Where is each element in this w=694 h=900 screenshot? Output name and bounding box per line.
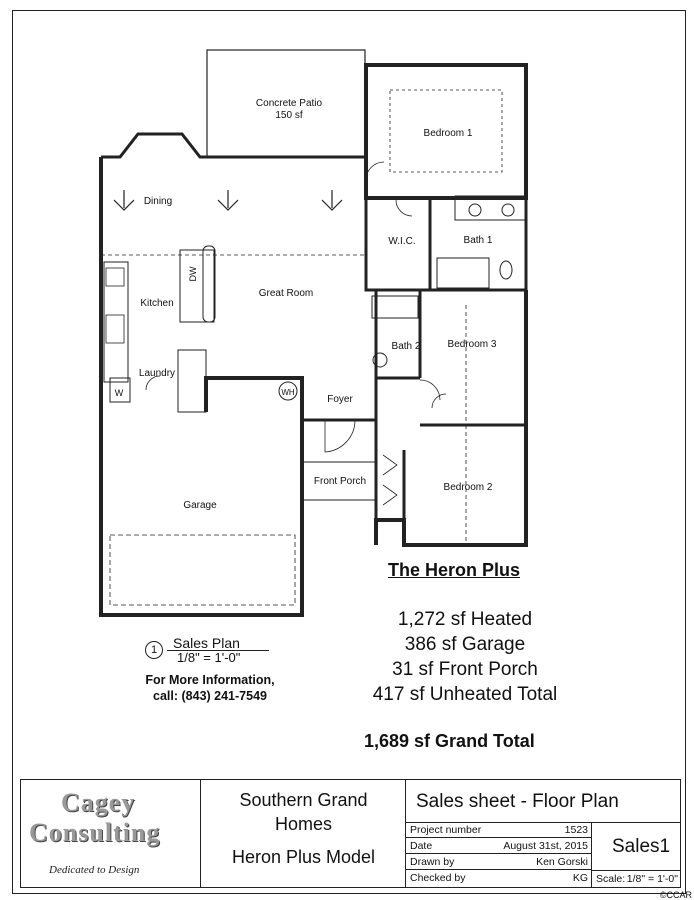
builder-info [201, 780, 406, 887]
date-label: Date [410, 840, 433, 852]
title-block [20, 779, 681, 888]
room-label-patio: Concrete Patio [255, 98, 323, 109]
room-label-bedroom-3: Bedroom 3 [447, 339, 497, 350]
room-label-foyer: Foyer [327, 394, 353, 405]
checked-by-label: Checked by [410, 872, 466, 884]
sales-plan-name: Sales Plan [173, 635, 240, 651]
room-label-bedroom-2: Bedroom 2 [443, 482, 493, 493]
room-label-kitchen: Kitchen [140, 298, 174, 309]
room-label-wic: W.I.C. [388, 236, 416, 247]
logo-line-1: Cagey [61, 788, 136, 817]
room-label-bath-2: Bath 2 [391, 341, 421, 352]
row-drawn-by [406, 854, 592, 870]
grand-total: 1,689 sf Grand Total [364, 731, 535, 751]
drawn-by-label: Drawn by [410, 856, 455, 868]
row-project-number [406, 822, 592, 838]
ccar-watermark: ©CCAR [659, 890, 692, 900]
room-label-great-room: Great Room [258, 288, 314, 299]
sheet-number-cell [592, 822, 680, 871]
room-label-front-porch: Front Porch [313, 476, 367, 487]
stat-porch: 31 sf Front Porch [392, 659, 538, 680]
date-value: August 31st, 2015 [503, 840, 588, 852]
plan-title: The Heron Plus [388, 560, 521, 580]
room-label-dw: DW [188, 266, 198, 282]
project-number-value: 1523 [564, 824, 588, 836]
contact-line-1: For More Information, [145, 673, 275, 687]
project-number-label: Project number [410, 824, 482, 836]
sales-plan-scale: 1/8" = 1'-0" [177, 650, 241, 665]
room-label-laundry: Laundry [138, 368, 176, 379]
contact-info [120, 672, 300, 704]
builder-line-2: Homes [274, 814, 332, 834]
stat-heated: 1,272 sf Heated [397, 609, 533, 630]
room-label-washer: W [114, 388, 124, 398]
scale-label: Scale: [596, 873, 626, 885]
scale-value: 1/8" = 1'-0" [626, 873, 678, 885]
room-label-bath-1: Bath 1 [463, 235, 493, 246]
company-logo [21, 780, 201, 887]
sheet-title: Sales sheet - Floor Plan [416, 791, 619, 812]
room-label-patio-size: 150 sf [275, 110, 303, 121]
logo-tagline: Dedicated to Design [49, 864, 140, 876]
logo-line-2: Consulting [29, 818, 161, 847]
room-label-dining: Dining [143, 196, 173, 207]
model-name: Heron Plus Model [231, 847, 376, 867]
drawn-by-value: Ken Gorski [536, 856, 588, 868]
scale-cell [592, 871, 680, 887]
room-label-garage: Garage [183, 500, 217, 511]
sales-plan-number: 1 [145, 641, 163, 659]
stat-garage: 386 sf Garage [404, 634, 526, 655]
row-checked-by [406, 870, 592, 886]
checked-by-value: KG [572, 872, 588, 884]
room-label-water-heater: WH [281, 388, 295, 397]
row-date [406, 838, 592, 854]
project-info-table [406, 822, 592, 887]
stat-unheated: 417 sf Unheated Total [372, 684, 558, 705]
sheet-title-cell [406, 780, 680, 823]
room-label-bedroom-1: Bedroom 1 [423, 128, 473, 139]
sheet-number: Sales1 [612, 836, 671, 857]
builder-line-1: Southern Grand [239, 790, 368, 810]
contact-phone: call: (843) 241-7549 [153, 689, 267, 703]
